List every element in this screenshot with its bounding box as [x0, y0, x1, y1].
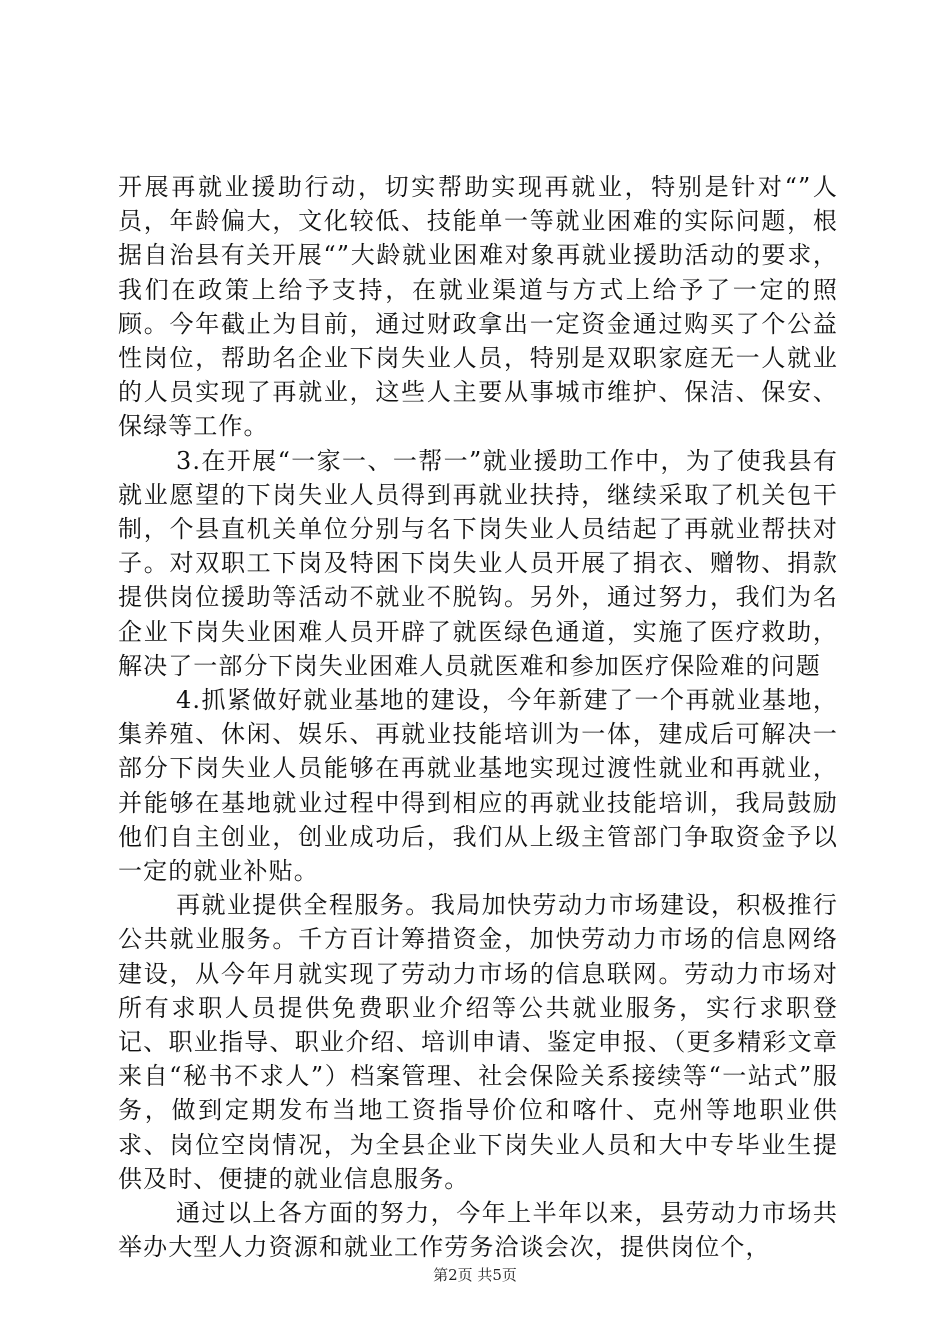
paragraph-1: 开展再就业援助行动，切实帮助实现再就业，特别是针对“”人员，年龄偏大，文化较低、技能单一等就业困难的实际问题，根据自治县有关开展“”大龄就业困难对象再就业援助活动的要求，我们在政策上给予支持，在就业渠道与方式上给予了一定的照顾。今年截止为目前，通过财政拿出一定资金通过购买了个公益性岗位，帮助名企业下岗失业人员，特别是双职家庭无一人就业的人员实现了再就业，这些人主要从事城市维护、保洁、保安、保绿等工作。 — [118, 173, 838, 441]
page-footer: 第2页 共5页 — [433, 1266, 517, 1284]
paragraph-3: 4.抓紧做好就业基地的建设，今年新建了一个再就业基地，集养殖、休闲、娱乐、再就业技能培训为一体，建成后可解决一部分下岗失业人员能够在再就业基地实现过渡性就业和再就业，并能够在基地就业过程中得到相应的再就业技能培训，我局鼓励他们自主创业，创业成功后，我们从上级主管部门争取资金予以一定的就业补贴。 — [118, 686, 838, 886]
document-body — [118, 170, 838, 1265]
paragraph-4: 再就业提供全程服务。我局加快劳动力市场建设，积极推行公共就业服务。千方百计筹措资金，加快劳动力市场的信息网络建设，从今年月就实现了劳动力市场的信息联网。劳动力市场对所有求职人员提供免费职业介绍等公共就业服务，实行求职登记、职业指导、职业介绍、培训申请、鉴定申报、（更多精彩文章来自“秘书不求人”）档案管理、社会保险关系接续等“一站式”服务，做到定期发布当地工资指导价位和喀什、克州等地职业供求、岗位空岗情况，为全县企业下岗失业人员和大中专毕业生提供及时、便捷的就业信息服务。 — [118, 891, 838, 1193]
paragraph-2: 3.在开展“一家一、一帮一”就业援助工作中，为了使我县有就业愿望的下岗失业人员得到再就业扶持，继续采取了机关包干制，个县直机关单位分别与名下岗失业人员结起了再就业帮扶对子。对双职工下岗及特困下岗失业人员开展了捐衣、赠物、捐款提供岗位援助等活动不就业不脱钩。另外，通过努力，我们为名企业下岗失业困难人员开辟了就医绿色通道，实施了医疗救助，解决了一部分下岗失业困难人员就医难和参加医疗保险难的问题 — [118, 446, 838, 680]
paragraph-5: 通过以上各方面的努力，今年上半年以来，县劳动力市场共举办大型人力资源和就业工作劳务洽谈会次，提供岗位个， — [118, 1199, 838, 1262]
